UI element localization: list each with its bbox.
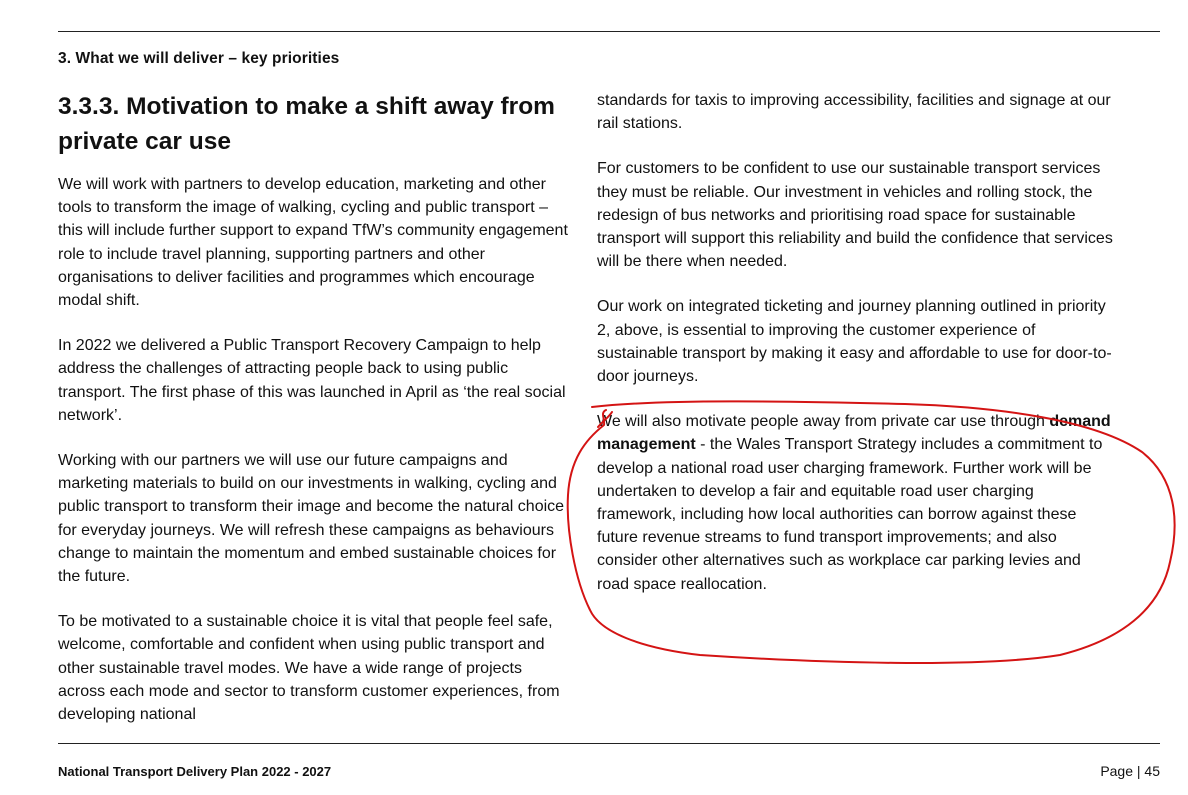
demand-management-text-before: We will also motivate people away from private car use through <box>597 413 1050 431</box>
left-paragraph-1: We will work with partners to develop education, marketing and other tools to transform the image of walking, cycling and public transport – this will include further support to expand TfW’s community engagement role to include travel planning, supporting partners and other organisations to deliver facilities and programmes which encourage modal shift. <box>58 176 568 310</box>
left-paragraph-2: In 2022 we delivered a Public Transport Recovery Campaign to help address the challenges of attracting people back to using public transport. The first phase of this was launched in April as ‘the real social network’. <box>58 337 566 424</box>
right-column <box>597 89 1117 618</box>
section-header: 3. What we will deliver – key priorities <box>58 50 340 67</box>
right-paragraph-2: For customers to be confident to use our sustainable transport services they must be reliable. Our investment in vehicles and rolling stock, the redesign of bus networks and prioritising road space for sustainable transport will support this reliability and build the confidence that services will be there when needed. <box>597 160 1113 271</box>
right-paragraph-3: Our work on integrated ticketing and journey planning outlined in priority 2, above, is essential to improving the customer experience of sustainable transport by making it easy and affordable to use for door-to-door journeys. <box>597 298 1112 386</box>
footer-page-number: Page | 45 <box>1100 763 1160 779</box>
demand-management-term: demand management <box>597 413 1111 454</box>
bottom-rule <box>58 743 1160 744</box>
demand-management-paragraph <box>597 410 1117 596</box>
left-paragraph-4: To be motivated to a sustainable choice it is vital that people feel safe, welcome, comfortable and confident when using public transport and other sustainable travel modes. We have a wide range of projects across each mode and sector to transform customer experiences, from developing national <box>58 613 560 724</box>
top-rule <box>58 31 1160 32</box>
demand-management-text-after: - the Wales Transport Strategy includes a commitment to develop a national road user charging framework. Further work will be undertaken to develop a fair and equitable road user charging framework, including how local authorities can borrow against these future revenue streams to fund transport improvements; and also consider other alternatives such as workplace car parking levies and road space reallocation. <box>597 436 1103 593</box>
left-paragraph-3: Working with our partners we will use our future campaigns and marketing materials to build on our investments in walking, cycling and public transport to transform their image and become the natural choice for everyday journeys. We will refresh these campaigns as behaviours change to maintain the momentum and embed sustainable choices for the future. <box>58 452 565 586</box>
right-paragraph-1: standards for taxis to improving accessibility, facilities and signage at our rail stations. <box>597 92 1111 133</box>
footer-document-title: National Transport Delivery Plan 2022 - 2027 <box>58 764 332 779</box>
section-heading: 3.3.3. Motivation to make a shift away from private car use <box>58 93 555 155</box>
left-column <box>58 89 568 748</box>
